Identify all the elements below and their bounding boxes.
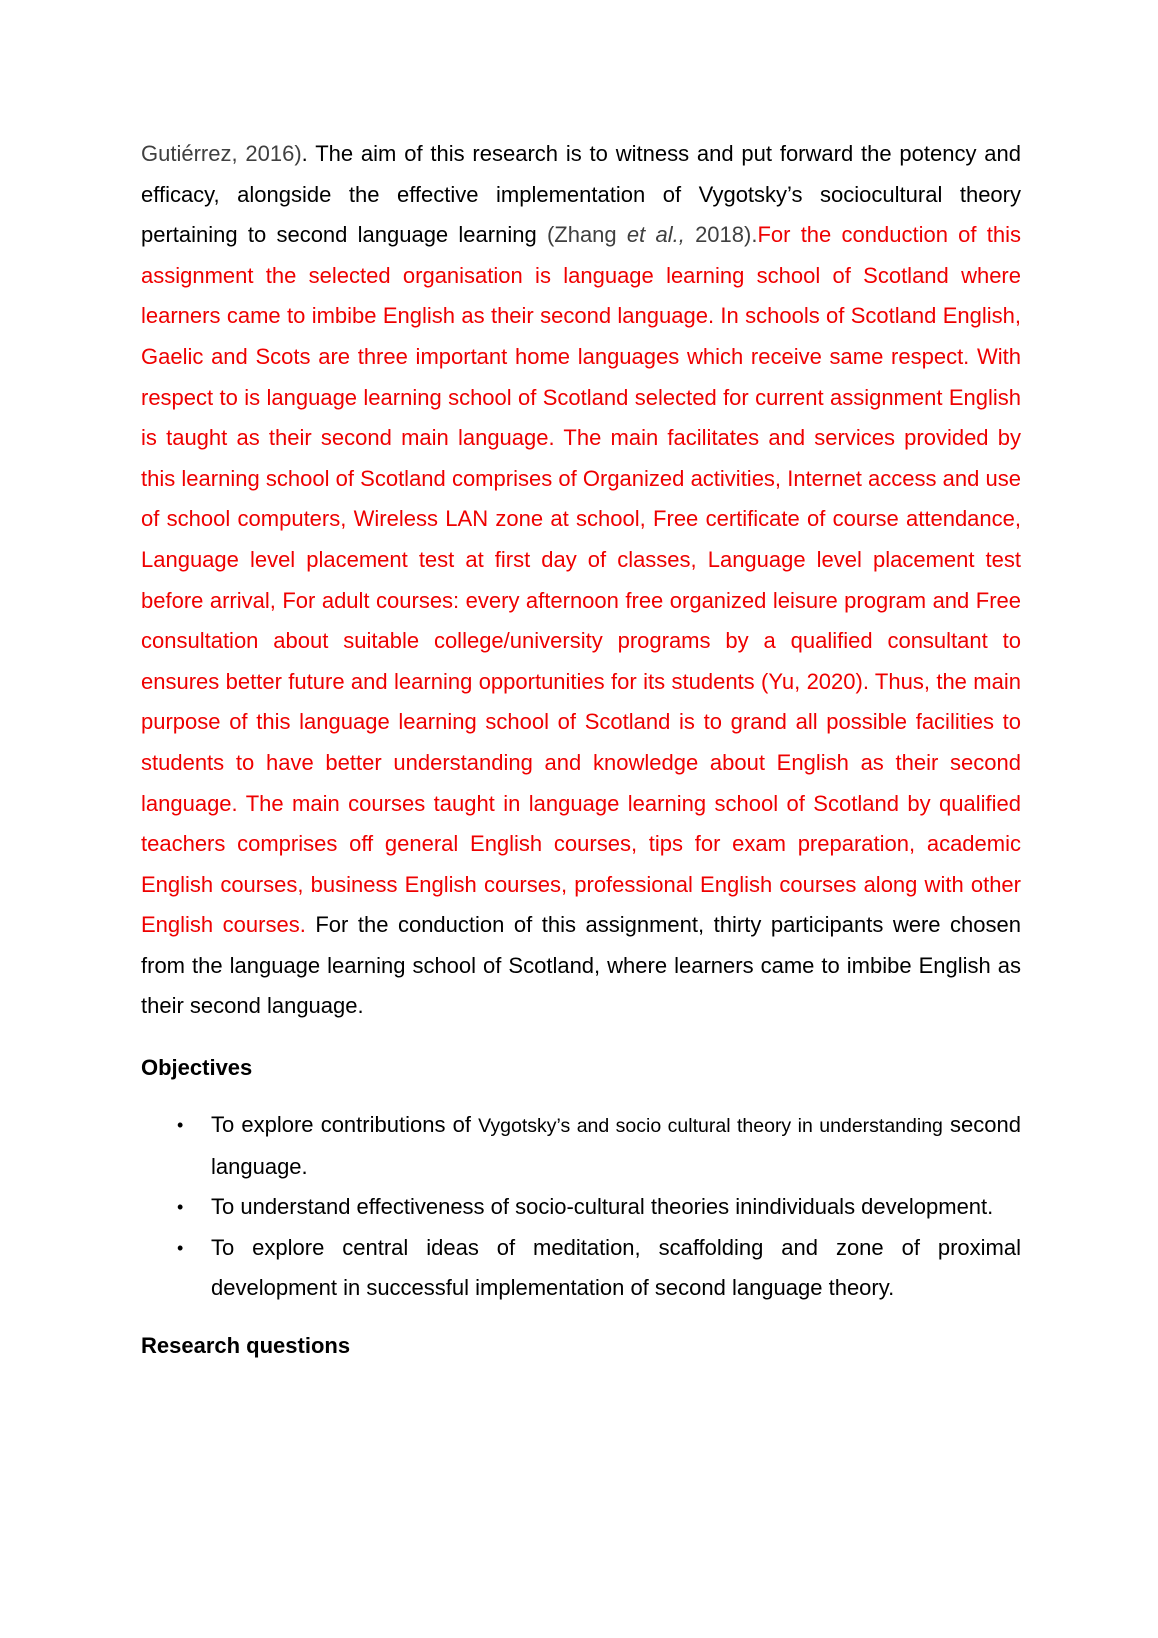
objective-1-text-b: Vygotsky’s and socio cultural theory in understanding <box>478 1115 943 1138</box>
body-text-intro: . The aim of this research is to witness and put forward the potency and efficacy, alongside the effective implementation of Vygotsky’s sociocultural theory pertaining to second language learning <box>141 141 1021 248</box>
bullet-icon: • <box>177 1115 184 1136</box>
citation-zhang-open: (Zhang <box>546 222 627 248</box>
body-paragraph <box>141 134 1021 1027</box>
citation-zhang-etal: et al., <box>626 222 685 248</box>
objective-1-text-c: second language. <box>211 1112 1021 1179</box>
objective-2-text: To understand effectiveness of socio-cultural theories inindividuals development. <box>211 1194 994 1220</box>
document-page <box>141 134 1021 1361</box>
list-item <box>141 1228 1021 1309</box>
citation-zhang-close: 2018). <box>684 222 758 248</box>
list-item <box>141 1105 1021 1187</box>
objective-1-text-a: To explore contributions of <box>211 1112 479 1138</box>
body-text-tail: For the conduction of this assignment, thirty participants were chosen from the language learning school of Scotland, where learners came to imbibe English as their second language. <box>141 912 1021 1019</box>
research-questions-heading: Research questions <box>141 1333 351 1359</box>
body-text-highlighted: For the conduction of this assignment the selected organisation is language learning school of Scotland where learners came to imbibe English as their second language. In schools of Scotland English, Gaelic and Scots are three important home languages which receive same respect. With respect to is language learning school of Scotland selected for current assignment English is taught as their second main language. The main facilitates and services provided by this learning school of Scotland comprises of Organized activities, Internet access and use of school computers, Wireless LAN zone at school, Free certificate of course attendance, Language level placement test at first day of classes, Language level placement test before arrival, For adult courses: every afternoon free organized leisure program and Free consultation about suitable college/university programs by a qualified consultant to ensures better future and learning opportunities for its students (Yu, 2020). Thus, the main purpose of this language learning school of Scotland is to grand all possible facilities to students to have better understanding and knowledge about English as their second language. The main courses taught in language learning school of Scotland by qualified teachers comprises off general English courses, tips for exam preparation, academic English courses, business English courses, professional English courses along with other English courses. <box>141 222 1021 938</box>
objectives-list <box>141 1105 1021 1309</box>
objectives-heading: Objectives <box>141 1055 253 1081</box>
objective-3-text: To explore central ideas of meditation, scaffolding and zone of proximal development in successful implementation of second language theory. <box>211 1234 1021 1301</box>
bullet-icon: • <box>177 1237 184 1258</box>
citation-gutierrez: Gutiérrez, 2016) <box>141 141 302 166</box>
list-item <box>141 1187 1021 1228</box>
bullet-icon: • <box>177 1197 184 1218</box>
